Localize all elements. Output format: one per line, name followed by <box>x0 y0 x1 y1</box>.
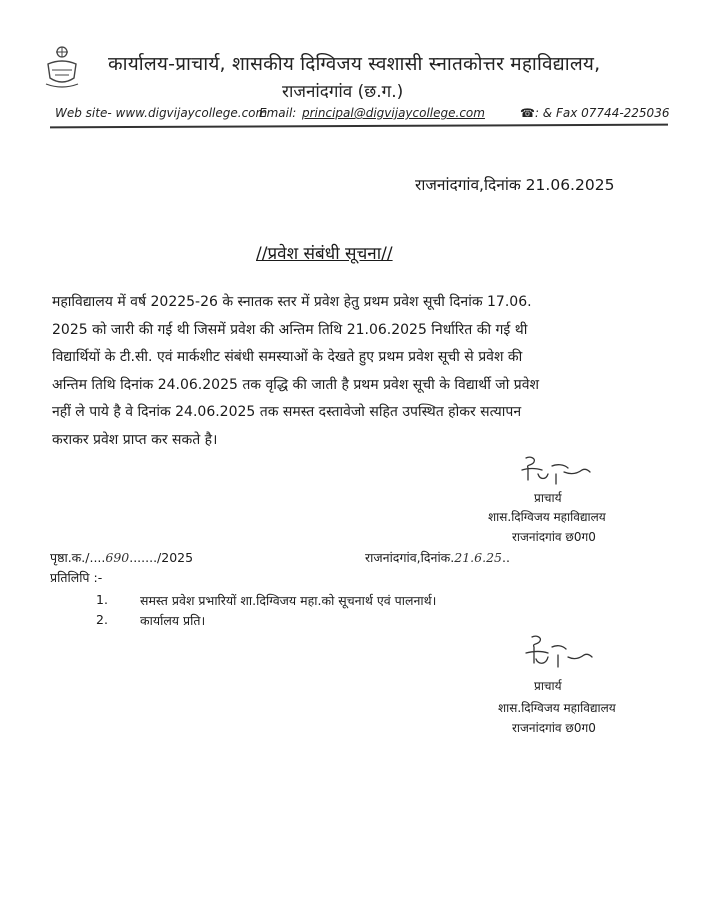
notice-body-line: नहीं ले पाये है वे दिनांक 24.06.2025 तक समस्त दस्तावेजो सहित उपस्थित होकर सत्यापन <box>52 404 522 420</box>
email-label: Email: <box>259 106 297 120</box>
notice-body-line: विद्यार्थियों के टी.सी. एवं मार्कशीट संबंधी समस्याओं के देखते हुए प्रथम प्रवेश सूची से प्रवेश की <box>52 349 523 365</box>
signatory-institution: शास.दिग्विजय महाविद्यालय <box>498 701 616 715</box>
website-text: Web site- www.digvijaycollege.com <box>55 106 268 120</box>
header-divider <box>50 124 668 128</box>
signatory-designation: प्राचार्य <box>534 491 562 505</box>
endorsement-place-prefix: राजनांदगांव,दिनांक. <box>365 550 455 565</box>
copy-to-label: प्रतिलिपि :- <box>50 570 103 585</box>
reference-number-handwritten: 690 <box>105 550 130 565</box>
notice-body-line: महाविद्यालय में वर्ष 20225-26 के स्नातक स्तर में प्रवेश हेतु प्रथम प्रवेश सूची दिनांक 17.06. <box>52 294 532 310</box>
notice-body-line: कराकर प्रवेश प्राप्त कर सकते है। <box>52 432 218 448</box>
endorsement-place-date: राजनांदगांव,दिनांक.21.6.25.. <box>365 550 510 565</box>
endorsement-date-handwritten: 21.6.25 <box>454 550 502 565</box>
copy-item-text: समस्त प्रवेश प्रभारियों शा.दिग्विजय महा.को सूचनार्थ एवं पालनार्थ। <box>140 593 437 608</box>
copy-item-text: कार्यालय प्रति। <box>140 613 206 628</box>
office-title-line1: कार्यालय-प्राचार्य, शासकीय दिग्विजय स्वशासी स्नातकोत्तर महाविद्यालय, <box>108 53 601 75</box>
copy-item-number: 2. <box>96 612 108 627</box>
signatory-location: राजनांदगांव छ0ग0 <box>512 721 596 735</box>
notice-body-line: अन्तिम तिथि दिनांक 24.06.2025 तक वृद्धि की जाती है प्रथम प्रवेश सूची के विद्यार्थी जो प्रवेश <box>52 377 540 393</box>
signatory-location: राजनांदगांव छ0ग0 <box>512 530 596 544</box>
reference-suffix: ......./2025 <box>129 550 194 565</box>
copy-item-number: 1. <box>96 592 108 607</box>
notice-body-line: 2025 को जारी की गई थी जिसमें प्रवेश की अन्तिम तिथि 21.06.2025 निर्धारित की गई थी <box>52 322 528 338</box>
signatory-institution: शास.दिग्विजय महाविद्यालय <box>488 510 606 524</box>
principal-signature-2 <box>512 633 602 673</box>
phone-fax-text: ☎: & Fax 07744-225036 <box>520 106 670 120</box>
signatory-designation: प्राचार्य <box>534 679 562 693</box>
notice-title: //प्रवेश संबंधी सूचना// <box>256 244 393 264</box>
college-emblem-icon <box>42 44 82 90</box>
principal-signature-1 <box>512 454 602 490</box>
reference-number: पृष्ठा.क./....690......./2025 <box>50 550 194 565</box>
office-title-line2: राजनांदगांव (छ.ग.) <box>282 82 404 102</box>
email-link[interactable]: principal@digvijaycollege.com <box>302 106 485 120</box>
reference-prefix: पृष्ठा.क./ <box>50 550 90 565</box>
notice-place-date: राजनांदगांव,दिनांक 21.06.2025 <box>415 176 615 194</box>
